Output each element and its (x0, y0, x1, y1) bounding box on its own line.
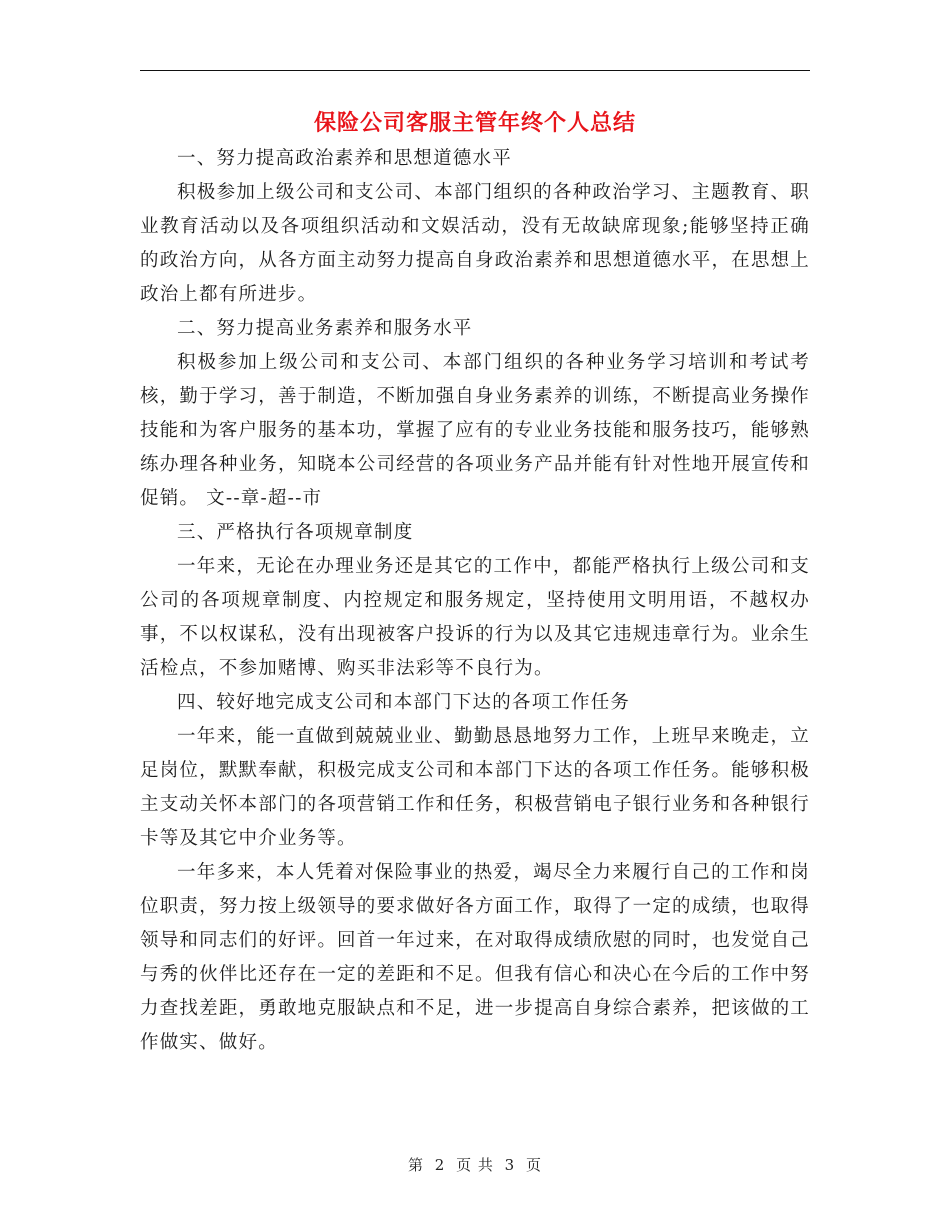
section-heading-3: 三、严格执行各项规章制度 (177, 522, 414, 543)
document-title: 保险公司客服主管年终个人总结 (313, 110, 636, 136)
paragraph-4: 一年来，能一直做到兢兢业业、勤勤恳恳地努力工作，上班早来晚走，立足岗位，默默奉献，积极完成支公司和本部门下达的各项工作任务。能够积极主支动关怀本部门的各项营销工作和任务，积极营销电子银行业务和各种银行卡等及其它中介业务等。 (140, 726, 810, 849)
footer-prefix: 第 (407, 1156, 424, 1174)
document-body (140, 142, 810, 1060)
section-heading-4: 四、较好地完成支公司和本部门下达的各项工作任务 (177, 692, 631, 713)
section-heading-1: 一、努力提高政治素养和思想道德水平 (177, 148, 512, 169)
total-page-number: 3 (504, 1156, 516, 1174)
paragraph-conclusion: 一年多来，本人凭着对保险事业的热爱，竭尽全力来履行自己的工作和岗位职责，努力按上级领导的要求做好各方面工作，取得了一定的成绩，也取得领导和同志们的好评。回首一年过来，在对取得成绩欣慰的同时，也发觉自己与秀的伙伴比还存在一定的差距和不足。但我有信心和决心在今后的工作中努力查找差距，勇敢地克服缺点和不足，进一步提高自身综合素养，把该做的工作做实、做好。 (140, 862, 810, 1053)
footer-middle: 页 共 (456, 1156, 494, 1174)
header-rule (140, 70, 810, 71)
footer-suffix: 页 (526, 1156, 543, 1174)
page-footer (0, 1154, 950, 1175)
current-page-number: 2 (434, 1156, 446, 1174)
section-heading-2: 二、努力提高业务素养和服务水平 (177, 318, 473, 339)
paragraph-2: 积极参加上级公司和支公司、本部门组织的各种业务学习培训和考试考核，勤于学习，善于制造，不断加强自身业务素养的训练，不断提高业务操作技能和为客户服务的基本功，掌握了应有的专业业务技能和服务技巧，能够熟练办理各种业务，知晓本公司经营的各项业务产品并能有针对性地开展宣传和促销。 文--章-超--市 (140, 352, 810, 509)
paragraph-1: 积极参加上级公司和支公司、本部门组织的各种政治学习、主题教育、职业教育活动以及各项组织活动和文娱活动，没有无故缺席现象;能够坚持正确的政治方向，从各方面主动努力提高自身政治素养和思想道德水平，在思想上政治上都有所进步。 (140, 182, 810, 305)
paragraph-3: 一年来，无论在办理业务还是其它的工作中，都能严格执行上级公司和支公司的各项规章制度、内控规定和服务规定，坚持使用文明用语，不越权办事，不以权谋私，没有出现被客户投诉的行为以及其它违规违章行为。业余生活检点，不参加赌博、购买非法彩等不良行为。 (140, 556, 810, 679)
